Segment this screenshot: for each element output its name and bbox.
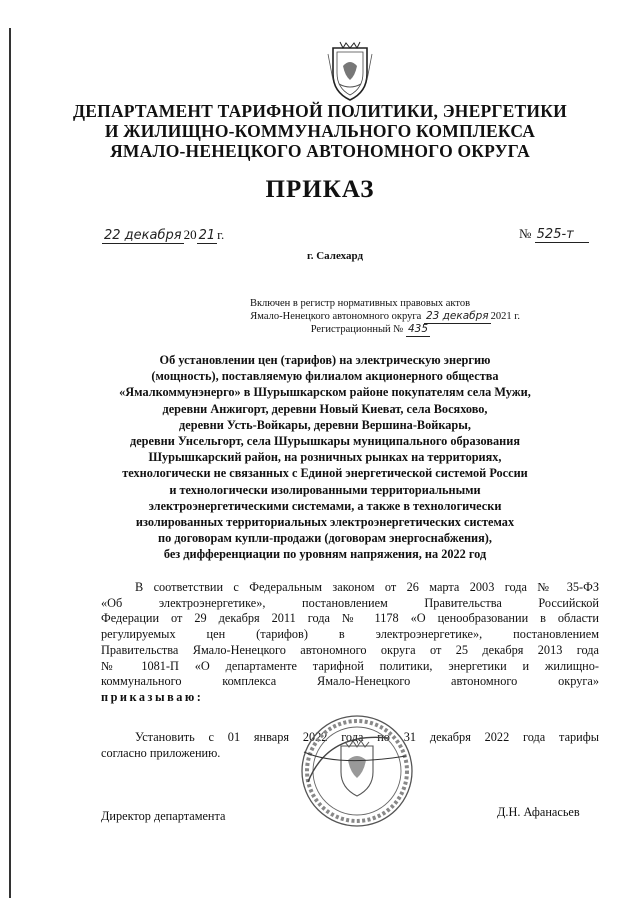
subject-line: по договорам купли-продажи (договорам энергоснабжения), [158,531,492,546]
subject-line: без дифференциации по уровням напряжения, на 2022 год [163,547,487,562]
registration-number [200,323,430,337]
paragraph-line: Федерации от 29 декабря 2011 года № 1178 «О ценообразовании в области [101,611,599,626]
order-date [102,227,224,244]
registration-number-label: Регистрационный № [310,324,404,335]
order-number-value: 525-т [535,227,589,243]
order-number-label: № [519,226,532,241]
city-name: г. Салехард [306,250,364,262]
official-seal-stamp [298,712,416,830]
paragraph-line: Правительства Ямало-Ненецкого автономного округа от 25 декабря 2013 года [101,642,599,657]
subject-line: (мощность), поставляемую филиалом акционерного общества [151,369,499,384]
order-date-year-suffix: г. [217,227,225,242]
order-subject [95,352,555,563]
department-name-line-1: ДЕПАРТАМЕНТ ТАРИФНОЙ ПОЛИТИКИ, ЭНЕРГЕТИКИ [73,101,567,121]
subject-line: электроэнергетическими системами, а также в технологически [148,498,502,513]
order-number [519,226,589,243]
paragraph-line: согласно приложению. [101,745,221,760]
department-name-line-3: ЯМАЛО-НЕНЕЦКОГО АВТОНОМНОГО ОКРУГА [110,141,530,161]
subject-line: Об установлении цен (тарифов) на электрическую энергию [159,353,491,367]
registration-number-value: 435 [407,323,428,335]
paragraph-line: № 1081-П «О департаменте тарифной политики, энергетики и жилищно- [101,658,599,673]
paragraph-line: регулируемых цен (тарифов) в электроэнергетике», постановлением [101,627,599,642]
order-date-day-month: 22 декабря [104,228,182,243]
subject-line: и технологически изолированными территориальными [169,482,481,497]
registration-line-2 [200,310,520,324]
document-type-title: ПРИКАЗ [265,176,375,203]
registration-okrug: Ямало-Ненецкого автономного округа [250,311,422,322]
registration-year: 2021 г. [490,311,520,322]
registration-date: 23 декабря [425,310,489,322]
signer-name: Д.Н. Афанасьев [497,805,580,819]
coat-of-arms-emblem [325,40,375,102]
paragraph-line: «Об электроэнергетике», постановлением Правительства Российской [101,595,599,610]
order-word: приказываю: [101,689,204,704]
department-name-line-2: И ЖИЛИЩНО-КОММУНАЛЬНОГО КОМПЛЕКСА [104,121,536,141]
paragraph-line: Установить с 01 января 2022 года по 31 декабря 2022 года тарифы [135,730,599,744]
subject-line: «Ямалкоммунэнерго» в Шурышкарском районе покупателям села Мужи, [119,385,531,400]
left-margin-line [9,28,11,898]
subject-line: деревни Унсельгорт, села Шурышкары муниципального образования [130,434,520,449]
subject-line: технологически не связанных с Единой энергетической системой России [122,466,528,481]
subject-line: деревни Усть-Войкары, деревни Вершина-Войкары, [179,417,471,432]
paragraph-line: коммунального комплекса Ямало-Ненецкого автономного округа» [101,674,599,689]
paragraph-line: В соответствии с Федеральным законом от 26 марта 2003 года № 35-ФЗ [135,580,599,594]
subject-line: деревни Анжигорт, деревни Новый Киеват, села Восяхово, [162,401,488,416]
order-date-year-prefix: 20 [183,227,197,242]
subject-line: изолированных территориальных электроэнергетических системах [135,515,515,530]
registration-line-1: Включен в регистр нормативных правовых актов [249,298,471,309]
legal-basis-paragraph [101,580,599,706]
order-date-year: 21 [198,228,216,243]
signer-position: Директор департамента [101,809,226,823]
subject-line: Шурышкарский район, на розничных рынках на территориях, [148,450,502,465]
